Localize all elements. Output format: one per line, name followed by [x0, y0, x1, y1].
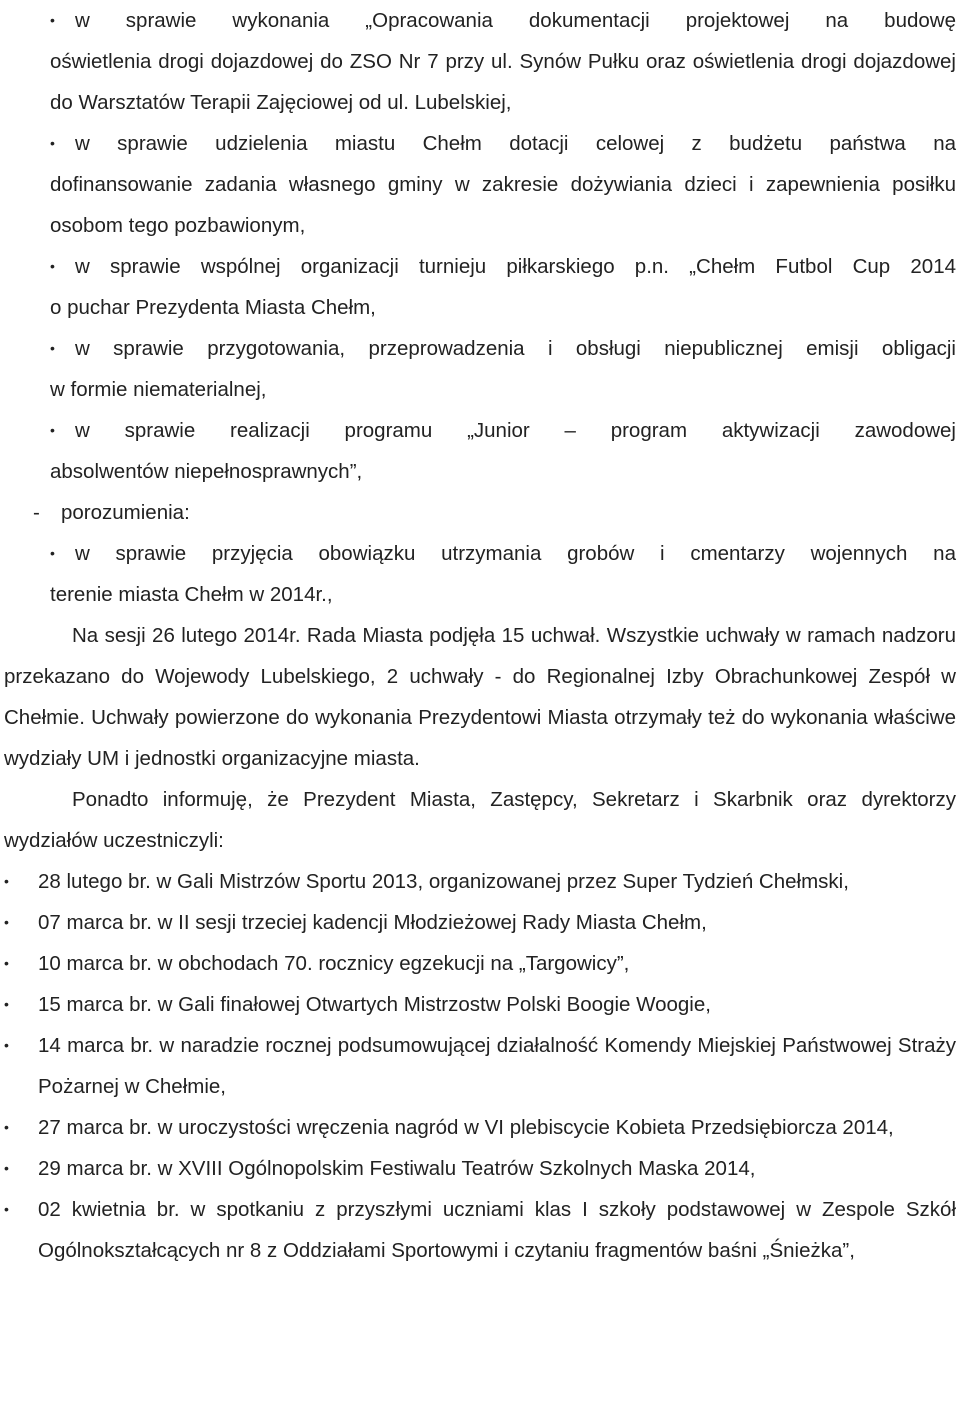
event-list-item-text: 28 lutego br. w Gali Mistrzów Sportu 2013, organizowanej przez Super Tydzień Chełmski, [38, 870, 849, 893]
list-item-continuation: absolwentów niepełnosprawnych”, [50, 460, 363, 483]
list-item-continuation: oświetlenia drogi dojazdowej do ZSO Nr 7 przy ul. Synów Pułku oraz oświetlenia drogi dojazdowej do Warsztatów Terapii Zajęciowej od ul. Lubelskiej, [50, 50, 956, 114]
list-item [4, 0, 956, 123]
bullet-icon: • [4, 1160, 9, 1176]
bullet-icon: • [4, 1119, 9, 1135]
list-item-text [50, 123, 956, 246]
event-list-item-text: 10 marca br. w obchodach 70. rocznicy egzekucji na „Targowicy”, [38, 952, 630, 975]
event-list-item [4, 1025, 956, 1107]
bullet-icon: • [4, 996, 9, 1012]
event-list-item [4, 1148, 956, 1189]
event-list-item [4, 943, 956, 984]
list-item-first-line: w sprawie przyjęcia obowiązku utrzymania grobów i cmentarzy wojennych na [75, 542, 956, 565]
event-list-item [4, 861, 956, 902]
dash-heading [4, 492, 956, 533]
bullet-icon: • [50, 12, 55, 28]
session-paragraph: Na sesji 26 lutego 2014r. Rada Miasta podjęła 15 uchwał. Wszystkie uchwały w ramach nadzoru przekazano do Wojewody Lubelskiego, 2 uchwały - do Regionalnej Izby Obrachunkowej Zespół w Chełmie. Uchwały powierzone do wykonania Prezydentowi Miasta otrzymały też do wykonania właściwe wydziały UM i jednostki organizacyjne miasta. [4, 624, 956, 770]
bullet-icon: • [50, 340, 55, 356]
dash-heading-label: porozumienia: [61, 501, 190, 524]
bullet-icon: • [4, 1201, 9, 1217]
list-item-continuation: o puchar Prezydenta Miasta Chełm, [50, 296, 376, 319]
agreements-list [4, 533, 956, 615]
list-item [4, 246, 956, 328]
list-item-first-line: w sprawie udzielenia miastu Chełm dotacji celowej z budżetu państwa na [75, 132, 956, 155]
event-list-item [4, 984, 956, 1025]
list-item-first-line: w sprawie wykonania „Opracowania dokumentacji projektowej na budowę [75, 9, 956, 32]
list-item [4, 123, 956, 246]
bullet-icon: • [4, 1037, 9, 1053]
list-item-continuation: terenie miasta Chełm w 2014r., [50, 583, 333, 606]
event-list-item-text: 27 marca br. w uroczystości wręczenia nagród w VI plebiscycie Kobieta Przedsiębiorcza 2014, [38, 1116, 894, 1139]
bullet-icon: • [4, 914, 9, 930]
list-item-first-line: w sprawie realizacji programu „Junior – program aktywizacji zawodowej [75, 419, 956, 442]
list-item [4, 533, 956, 615]
events-list [4, 861, 956, 1271]
bullet-icon: • [4, 873, 9, 889]
event-list-item-text: 02 kwietnia br. w spotkaniu z przyszłymi uczniami klas I szkoły podstawowej w Zespole Szkół Ogólnokształcących nr 8 z Oddziałami Sportowymi i czytaniu fragmentów baśni „Śnieżka”, [38, 1198, 956, 1262]
participation-intro-paragraph: Ponadto informuję, że Prezydent Miasta, Zastępcy, Sekretarz i Skarbnik oraz dyrektorzy wydziałów uczestniczyli: [4, 788, 956, 852]
list-item-continuation: dofinansowanie zadania własnego gminy w zakresie dożywiania dzieci i zapewnienia posiłku osobom tego pozbawionym, [50, 173, 956, 237]
list-item-continuation: w formie niematerialnej, [50, 378, 267, 401]
list-item [4, 328, 956, 410]
list-item-text [50, 328, 956, 410]
event-list-item-text: 14 marca br. w naradzie rocznej podsumowującej działalność Komendy Miejskiej Państwowej Straży Pożarnej w Chełmie, [38, 1034, 956, 1098]
dash-symbol: - [33, 501, 40, 524]
bullet-icon: • [50, 545, 55, 561]
bullet-icon: • [50, 422, 55, 438]
list-item-first-line: w sprawie przygotowania, przeprowadzenia i obsługi niepublicznej emisji obligacji [75, 337, 956, 360]
bullet-icon: • [50, 258, 55, 274]
bullet-icon: • [4, 955, 9, 971]
event-list-item-text: 29 marca br. w XVIII Ogólnopolskim Festiwalu Teatrów Szkolnych Maska 2014, [38, 1157, 756, 1180]
event-list-item [4, 902, 956, 943]
bullet-icon: • [50, 135, 55, 151]
event-list-item-text: 07 marca br. w II sesji trzeciej kadencji Młodzieżowej Rady Miasta Chełm, [38, 911, 707, 934]
list-item-text [50, 410, 956, 492]
list-item [4, 410, 956, 492]
list-item-text [50, 0, 956, 123]
list-item-first-line: w sprawie wspólnej organizacji turnieju piłkarskiego p.n. „Chełm Futbol Cup 2014 [75, 255, 956, 278]
event-list-item [4, 1189, 956, 1271]
event-list-item-text: 15 marca br. w Gali finałowej Otwartych Mistrzostw Polski Boogie Woogie, [38, 993, 711, 1016]
resolutions-list [4, 0, 956, 492]
list-item-text [50, 246, 956, 328]
list-item-text [50, 533, 956, 615]
event-list-item [4, 1107, 956, 1148]
